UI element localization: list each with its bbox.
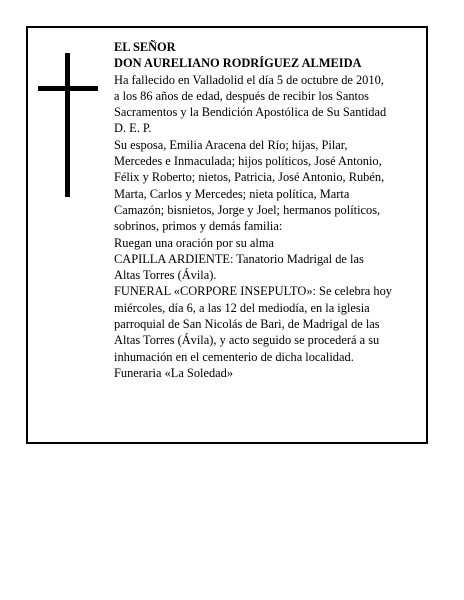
latin-cross-icon xyxy=(38,53,98,197)
family-line: Mercedes e Inmaculada; hijos políticos, José Antonio, xyxy=(114,154,382,169)
funeral-line: miércoles, día 6, a las 12 del mediodía, en la iglesia xyxy=(114,300,370,315)
death-announcement-line: Sacramentos y la Bendición Apostólica de Su Santidad xyxy=(114,105,387,120)
chapel-line: CAPILLA ARDIENTE: Tanatorio Madrigal de las xyxy=(114,251,364,266)
obituary-text xyxy=(114,39,426,381)
family-line: Marta, Carlos y Mercedes; nieta política, Marta xyxy=(114,186,350,201)
family-line: Camazón; bisnietos, Jorge y Joel; hermanos políticos, xyxy=(114,202,381,217)
family-line: Su esposa, Emilia Aracena del Río; hijas, Pilar, xyxy=(114,137,348,152)
death-announcement-line: a los 86 años de edad, después de recibir los Santos xyxy=(114,88,369,103)
funeral-line: parroquial de San Nicolás de Bari, de Madrigal de las xyxy=(114,317,380,332)
chapel-line: Altas Torres (Ávila). xyxy=(114,268,217,283)
family-line: sobrinos, primos y demás familia: xyxy=(114,219,283,234)
cross-vertical-bar xyxy=(65,53,70,197)
death-announcement-line: D. E. P. xyxy=(114,121,152,136)
funeral-line: inhumación en el cementerio de dicha localidad. xyxy=(114,349,354,364)
prayer-request: Ruegan una oración por su alma xyxy=(114,235,274,250)
cross-horizontal-bar xyxy=(38,86,98,91)
heading-title: EL SEÑOR xyxy=(114,40,176,54)
deceased-name: DON AURELIANO RODRÍGUEZ ALMEIDA xyxy=(114,56,362,71)
death-announcement-line: Ha fallecido en Valladolid el día 5 de octubre de 2010, xyxy=(114,72,384,87)
funeral-home: Funeraria «La Soledad» xyxy=(114,365,234,380)
family-line: Félix y Roberto; nietos, Patricia, José Antonio, Rubén, xyxy=(114,170,385,185)
funeral-line: FUNERAL «CORPORE INSEPULTO»: Se celebra hoy xyxy=(114,284,392,299)
funeral-line: Altas Torres (Ávila), y acto seguido se procederá a su xyxy=(114,333,380,348)
